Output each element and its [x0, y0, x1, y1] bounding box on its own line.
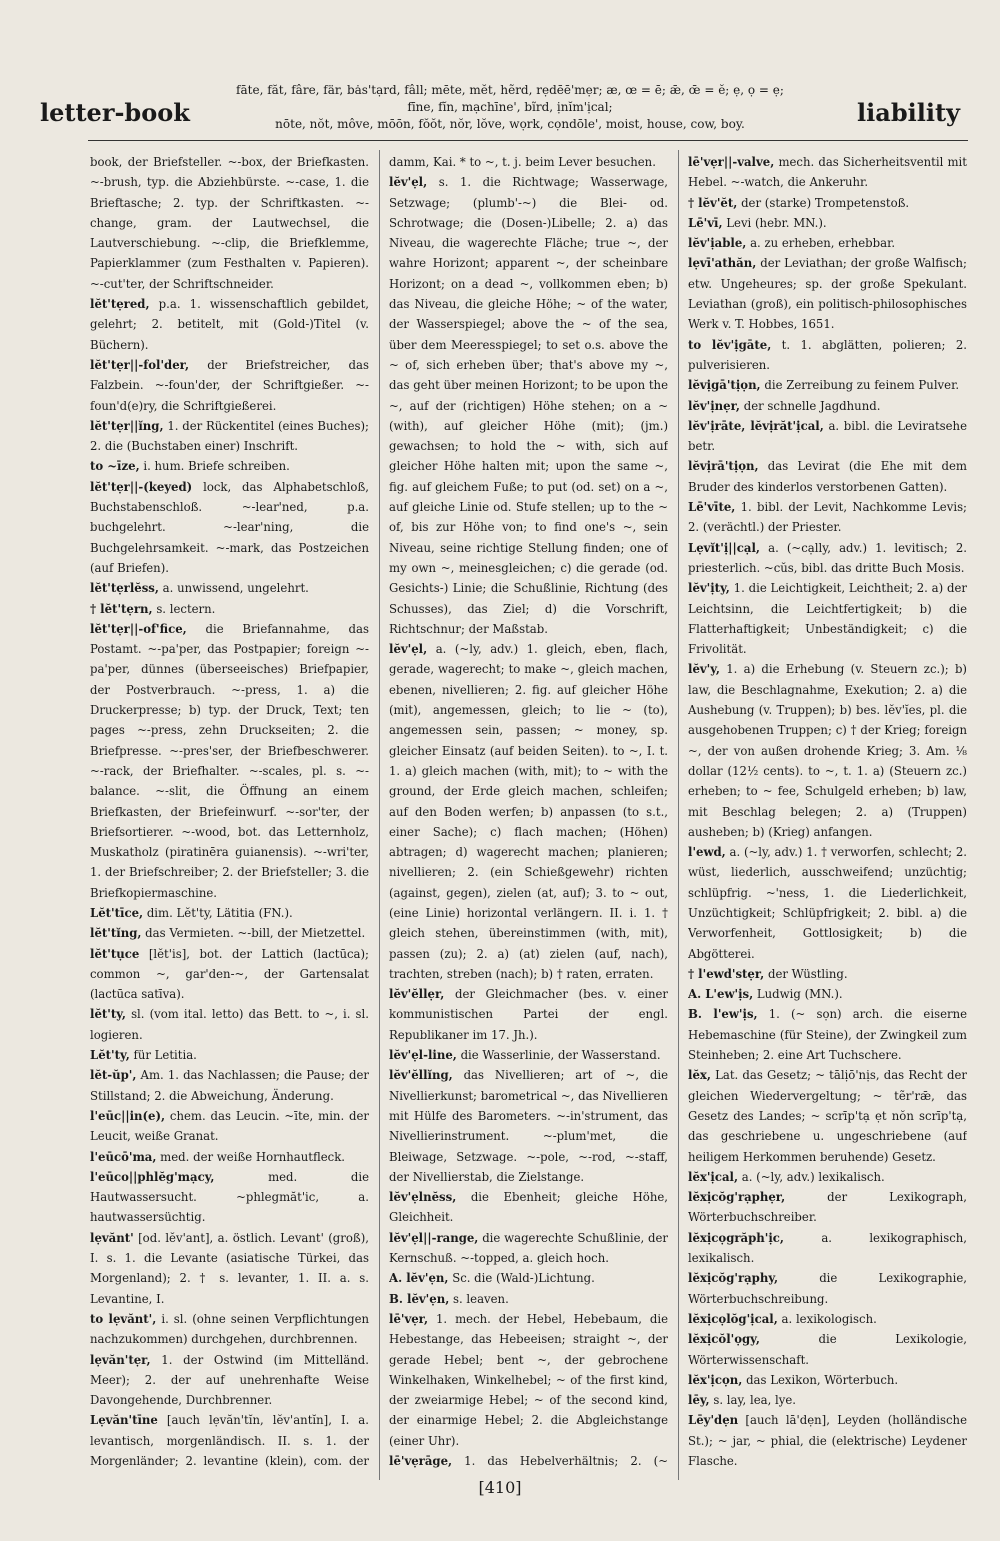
definition-text: Am. 1. das Nachlassen; die Pause; der Stillstand; 2. die Abweichung, Änderung. — [90, 1068, 369, 1103]
dictionary-entry — [90, 456, 369, 476]
headword: Lẹvăn'tīne — [90, 1413, 158, 1428]
dictionary-entry — [90, 1106, 369, 1147]
headword: Lēy'dẹn — [688, 1413, 739, 1428]
dictionary-entry — [688, 1167, 967, 1187]
definition-text: damm, Kai. * to ~, t. j. beim Lever besuchen. — [389, 155, 656, 169]
dictionary-entry — [90, 1350, 369, 1411]
definition-text: das Vermieten. ~-bill, der Mietzettel. — [145, 926, 366, 941]
pronunciation-key-line: nōte, nŏt, môve, mōōn, fŏŏt, nŏr, lŏve, wọrk, cọndōle', moist, house, cow, boy. — [275, 117, 745, 131]
dictionary-entry — [90, 1410, 369, 1472]
headword: lĕt'tĭng, — [90, 926, 142, 941]
definition-text: dim. Lĕt'ty, Lätitia (FN.). — [146, 905, 293, 920]
definition-text: a. (~cạlly, adv.) 1. levitisch; 2. priesterlich. ~cŭs, bibl. das dritte Buch Mosis. — [688, 540, 967, 575]
definition-text: a. lexikologisch. — [781, 1311, 877, 1326]
definition-text: 1. der Ostwind (im Mittelländ. Meer); 2. der auf unehrenhafte Weise Davongehende, Durchbrenner. — [90, 1352, 369, 1408]
definition-text: die Ebenheit; gleiche Höhe, Gleichheit. — [389, 1190, 668, 1225]
headword: lĕxịcŏg'rạphẹr, — [688, 1190, 786, 1205]
dictionary-entry — [389, 1187, 668, 1228]
dictionary-entry — [688, 1410, 967, 1471]
pronunciation-key-line: fīne, fĭn, mạchīne', bĩrd, ịnĭm'ịcal; — [407, 100, 613, 114]
definition-text: das Nivellieren; art of ~, die Nivellierkunst; barometrical ~, das Nivellieren mit Hülfe des Barometers. ~-in'strument, das Nivellierinstrument. ~-plum'met, die Bleiwage, Setzwage. ~-pole, ~-rod, ~-staff, der Nivellierstab, die Zielstange. — [389, 1068, 668, 1184]
definition-text: die Briefannahme, das Postamt. ~-pa'per, das Postpapier; foreign ~-pa'per, dünnes (überseeisches) Briefpapier, der Postverbrauch. ~-press, 1. a) die Druckerpresse; b) typ. der Druck, Text; ten pages ~-press, zehn Druckseiten; 2. die Briefpresse. ~-pres'ser, der Briefbeschwerer. ~-rack, der Briefhalter. ~-scales, pl. s. ~-balance. ~-slit, die Öffnung an einem Briefkasten, der Briefeinwurf. ~-sor'ter, der Briefsortierer. ~-wood, bot. das Letternholz, Muskatholz (piratinēra guianensis). ~-wri'ter, 1. der Briefschreiber; 2. der Briefsteller; 3. die Briefkopiermaschine. — [90, 621, 369, 900]
headword: lĕt'ty, — [90, 1007, 126, 1022]
definition-text: 1. das Hebelverhältnis; 2. (~ — [464, 1454, 668, 1468]
headword: lĕx'ịcọn, — [688, 1372, 743, 1387]
headword: l'eūcō'ma, — [90, 1149, 157, 1164]
headword: Lē'vīte, — [688, 500, 736, 515]
headword: † lĕv'ĕt, — [688, 195, 738, 210]
dictionary-entry — [688, 1268, 967, 1309]
pronunciation-key-line: fāte, făt, fâre, fär, bȧs'tạrd, fâll; mēte, mĕt, hẽrd, rẹdēē'mẹr; æ, œ = ē; ǣ, œ̄ = ĕ; ẹ, ọ = ẹ; — [236, 83, 784, 97]
definition-text: Sc. die (Wald-)Lichtung. — [452, 1271, 595, 1286]
definition-text: die Zerreibung zu feinem Pulver. — [764, 378, 960, 393]
headword: lĕv'ĕllẹr, — [389, 987, 445, 1002]
dictionary-entry — [688, 193, 967, 213]
headword: to lẹvănt', — [90, 1311, 157, 1326]
dictionary-entry — [688, 578, 967, 659]
dictionary-entry — [90, 578, 369, 598]
definition-text: 1. bibl. der Levit, Nachkomme Levis; 2. (verächtl.) der Priester. — [688, 500, 967, 535]
dictionary-entry — [90, 477, 369, 578]
headword: lĕv'y, — [688, 662, 720, 677]
dictionary-entry — [90, 1309, 369, 1350]
dictionary-entry — [90, 1167, 369, 1228]
headword: lĕx, — [688, 1068, 711, 1083]
definition-text: Ludwig (MN.). — [756, 987, 843, 1002]
entry-column-2 — [389, 152, 668, 1472]
definition-text: der Leviathan; der große Walfisch; etw. Ungeheures; sp. der große Spekulant. Leviathan (groß), ein politisch-philosophisches Werk v. T. Hobbes, 1651. — [688, 256, 967, 332]
dictionary-entry — [90, 294, 369, 355]
dictionary-entry — [389, 1309, 668, 1451]
headword: lĕv'ịty, — [688, 581, 730, 596]
header-rule — [88, 140, 968, 141]
dictionary-entry — [90, 903, 369, 923]
headword: lĕt'tẹr||ĭng, — [90, 418, 164, 433]
dictionary-entry — [90, 1147, 369, 1167]
column-divider — [379, 150, 380, 1480]
definition-text: chem. das Leucin. ~īte, min. der Leucit, weiße Granat. — [90, 1108, 369, 1144]
dictionary-entry — [688, 538, 967, 579]
dictionary-entry — [688, 984, 967, 1004]
definition-text: a. zu erheben, erhebbar. — [750, 236, 896, 251]
definition-text: 1. der Rückentitel (eines Buches); 2. die (Buchstaben einer) Inschrift. — [90, 418, 369, 454]
dictionary-entry — [90, 923, 369, 943]
dictionary-entry — [688, 152, 967, 193]
definition-text: die Lexikographie, Wörterbuchschreibung. — [688, 1271, 967, 1306]
dictionary-entry — [688, 497, 967, 538]
definition-text: der Lexikograph, Wörterbuchschreiber. — [688, 1190, 967, 1225]
definition-text: 1. a) die Erhebung (v. Steuern zc.); b) law, die Beschlagnahme, Exekution; 2. a) die Aushebung (v. Truppen); b) bes. lĕv'ĭes, pl. die ausgehobenen Truppen; c) † der Krieg; foreign ~, der von außen drohende Krieg; 3. Am. ⅛ dollar (12½ cents). to ~, t. 1. a) (Steuern zc.) erheben; to ~ fee, Schulgeld erheben; b) law, mit Beschlag belegen; 2. a) (Truppen) ausheben; b) (Krieg) anfangen. — [688, 662, 967, 839]
dictionary-entry — [90, 944, 369, 1005]
headword: lĕv'ĕllĭng, — [389, 1068, 453, 1083]
dictionary-entry — [389, 1451, 668, 1472]
dictionary-entry — [90, 1045, 369, 1065]
definition-text: a. (~ly, adv.) 1. † verworfen, schlecht; 2. wüst, liederlich, ausschweifend; unzüchtig; schlüpfrig. ~'ness, 1. die Liederlichkeit, Unzüchtigkeit; Schlüpfrigkeit; 2. bibl. a) die Verworfenheit, Gottlosigkeit; b) die Abgötterei. — [688, 845, 967, 961]
headword: to ~īze, — [90, 459, 140, 474]
definition-text: das Lexikon, Wörterbuch. — [746, 1372, 899, 1387]
headword: lĕv'ẹl, — [389, 642, 428, 657]
headword: lĕxịcọlŏg'ịcal, — [688, 1311, 778, 1326]
definition-text: der Wüstling. — [767, 966, 848, 981]
headword: lĕxịcọgrăph'ịc, — [688, 1230, 784, 1245]
definition-text: mech. das Sicherheitsventil mit Hebel. ~-watch, die Ankeruhr. — [688, 155, 967, 190]
dictionary-entry — [90, 416, 369, 457]
entry-column-3 — [688, 152, 967, 1472]
definition-text: [od. lĕv'ant], a. östlich. Levant' (groß), I. s. 1. die Levante (asiatische Türkei, das Morgenland); 2. † s. levanter, 1. II. a. s. Levantine, I. — [90, 1230, 369, 1306]
definition-text: [auch lā'dẹn], Leyden (holländische St.); ~ jar, ~ phial, die (elektrische) Leydener Flasche. — [688, 1413, 967, 1468]
headword: lĕt'tẹred, — [90, 297, 150, 312]
definition-text: 1. (~ sọn) arch. die eiserne Hebemaschine (für Steine), der Zwingkeil zum Steinheben; 2. eine Art Tuchschere. — [688, 1007, 967, 1063]
dictionary-entry — [688, 1309, 967, 1329]
definition-text: das Levirat (die Ehe mit dem Bruder des kinderlos verstorbenen Gatten). — [688, 459, 967, 494]
headword: † l'ewd'stẹr, — [688, 966, 765, 981]
dictionary-entry — [688, 659, 967, 842]
dictionary-entry — [389, 152, 668, 172]
definition-text: a. unwissend, ungelehrt. — [162, 581, 309, 596]
dictionary-entry — [688, 416, 967, 457]
dictionary-entry — [688, 233, 967, 253]
headword: lĕt'tụce — [90, 946, 140, 961]
headword: lē'vẹrāge, — [389, 1454, 453, 1468]
dictionary-entry — [389, 639, 668, 984]
dictionary-entry — [688, 1329, 967, 1370]
definition-text: [lĕt'is], bot. der Lattich (lactūca); common ~, gar'den-~, der Gartensalat (lactūca satīva). — [90, 946, 369, 1002]
headword: lĕv'ịable, — [688, 236, 747, 251]
dictionary-entry — [688, 335, 967, 376]
dictionary-entry — [688, 213, 967, 233]
dictionary-entry — [90, 619, 369, 903]
headword: Lĕt'tīce, — [90, 905, 144, 920]
definition-text: 1. die Leichtigkeit, Leichtheit; 2. a) der Leichtsinn, die Leichtfertigkeit; b) die Flatterhaftigkeit; Unbeständigkeit; c) die Frivolität. — [688, 581, 967, 657]
definition-text: i. sl. (ohne seinen Verpflichtungen nachzukommen) durchgehen, durchbrennen. — [90, 1311, 369, 1347]
dictionary-entry — [688, 1065, 967, 1166]
definition-text: [auch lẹvăn'tĭn, lĕv'antĭn], I. a. levantisch, morgenländisch. II. s. 1. der Morgenländer; 2. levantine (klein), com. der — [90, 1413, 369, 1468]
headword: lĕt-ŭp', — [90, 1068, 137, 1083]
dictionary-entry — [389, 1289, 668, 1309]
definition-text: med. der weiße Hornhautfleck. — [160, 1149, 345, 1164]
headword: lĕv'ẹl||-range, — [389, 1230, 479, 1245]
headword: Lẹvĭt'ị||cạl, — [688, 540, 761, 555]
definition-text: die wagerechte Schußlinie, der Kernschuß. ~-topped, a. gleich hoch. — [389, 1230, 668, 1266]
dictionary-entry — [688, 1228, 967, 1269]
headword: A. lĕv'ẹn, — [389, 1271, 449, 1286]
definition-text: a. (~ly, adv.) lexikalisch. — [741, 1169, 885, 1184]
definition-text: der schnelle Jagdhund. — [743, 398, 881, 413]
definition-text: s. lectern. — [156, 601, 216, 616]
headword: Lē'vī, — [688, 215, 723, 230]
definition-text: der Briefstreicher, das Falzbein. ~-foun'der, der Schriftgießer. ~-foun'd(e)ry, die Schriftgießerei. — [90, 357, 369, 413]
definition-text: a. (~ly, adv.) 1. gleich, eben, flach, gerade, wagerecht; to make ~, gleich machen, ebenen, nivellieren; 2. fig. auf gleicher Höhe (mit), angemessen, gleich; to lie ~ (to), angemessen sein, passen; ~ money, sp. gleicher Einsatz (auf beiden Seiten). to ~, I. t. 1. a) gleich machen (with, mit); to ~ with the ground, der Erde gleich machen, schleifen; auf den Boden werfen; b) anpassen (to s.t., einer Sache); c) flach machen; (Höhen) abtragen; d) wagerecht machen; planieren; nivellieren; 2. (ein Schießgewehr) richten (against, gegen), zielen (at, auf); 3. to ~ out, (eine Linie) horizontal verlängern. II. i. 1. † gleich stehen, übereinstimmen (with, mit), passen (zu); 2. a) (at) zielen (auf, nach), trachten, streben (nach); b) † raten, erraten. — [389, 642, 668, 981]
headword: lĕt'tẹr||-(keyed) — [90, 479, 193, 494]
dictionary-entry — [688, 456, 967, 497]
headword: lē'vẹr||-valve, — [688, 155, 775, 169]
definition-text: die Wasserlinie, der Wasserstand. — [460, 1048, 661, 1063]
headword: lĕvịgā'tịọn, — [688, 378, 761, 393]
headword: l'eūco||phlĕg'mạcy, — [90, 1169, 215, 1184]
headword: † lĕt'tẹrn, — [90, 601, 153, 616]
right-guide-word: liability — [857, 98, 960, 127]
dictionary-entry — [389, 984, 668, 1045]
headword: A. L'ew'ịs, — [688, 987, 754, 1002]
dictionary-entry — [688, 396, 967, 416]
definition-text: s. leaven. — [452, 1291, 509, 1306]
dictionary-entry — [688, 964, 967, 984]
definition-text: der Gleichmacher (bes. v. einer kommunistischen Partei der engl. Republikaner im 17. Jh.). — [389, 987, 668, 1042]
entry-column-1 — [90, 152, 369, 1472]
dictionary-entry — [688, 1370, 967, 1390]
headword: lĕxịcŏl'ọgy, — [688, 1332, 760, 1347]
dictionary-entry — [688, 1471, 967, 1472]
dictionary-entry — [389, 172, 668, 639]
definition-text: a. lexikographisch, lexikalisch. — [688, 1230, 967, 1266]
headword: lĕv'ẹl, — [389, 175, 428, 190]
definition-text: die Lexikologie, Wörterwissenschaft. — [688, 1332, 967, 1367]
dictionary-entry — [389, 1268, 668, 1288]
definition-text: sl. (vom ital. letto) das Bett. to ~, i. sl. logieren. — [90, 1007, 369, 1042]
headword: lĕx'ịcal, — [688, 1169, 739, 1184]
dictionary-entry — [90, 1065, 369, 1106]
column-divider — [678, 150, 679, 1480]
dictionary-entry — [389, 1065, 668, 1187]
headword: lĕv'ịnẹr, — [688, 398, 740, 413]
headword: lẹvănt' — [90, 1230, 134, 1245]
headword: lẹvī'athăn, — [688, 256, 757, 271]
dictionary-entry — [90, 1004, 369, 1045]
dictionary-entry — [90, 599, 369, 619]
headword: B. lĕv'ẹn, — [389, 1291, 450, 1306]
definition-text: med. die Hautwassersucht. ~phlegmăt'ic, a. hautwassersüchtig. — [90, 1169, 369, 1225]
headword: lĕxịcŏg'rạphy, — [688, 1271, 779, 1286]
headword: Lĕt'ty, — [90, 1048, 130, 1063]
headword: l'eūc||in(e), — [90, 1108, 166, 1123]
definition-text: für Letitia. — [133, 1048, 197, 1063]
definition-text: book, der Briefsteller. ~-box, der Briefkasten. ~-brush, typ. die Abziehbürste. ~-case, 1. die Brieftasche; 2. typ. der Schriftkasten. ~-change, gram. der Lautwechsel, die Lautverschiebung. ~-clip, die Briefklemme, Papierklammer (zum Festhalten v. Papieren). ~-cut'ter, der Schriftschneider. — [90, 155, 369, 291]
pronunciation-key — [220, 82, 800, 133]
headword: B. l'ew'ịs, — [688, 1007, 758, 1022]
dictionary-entry — [688, 1390, 967, 1410]
definition-text: a. bibl. die Leviratsehe betr. — [688, 418, 967, 454]
dictionary-entry — [688, 842, 967, 964]
definition-text: lock, das Alphabetschloß, Buchstabenschloß. ~-lear'ned, p.a. buchgelehrt. ~-lear'ning, die Buchgelehrsamkeit. ~-mark, das Postzeichen (auf Briefen). — [90, 479, 369, 575]
headword: lĕv'ịrāte, lĕvịrăt'ịcal, — [688, 418, 824, 433]
dictionary-entry — [90, 1228, 369, 1309]
definition-text: s. lay, lea, lye. — [713, 1393, 796, 1408]
page-number: [410] — [478, 1478, 522, 1497]
definition-text: Levi (hebr. MN.). — [726, 215, 827, 230]
dictionary-entry — [688, 1187, 967, 1228]
left-guide-word: letter-book — [40, 98, 190, 127]
dictionary-entry — [688, 1004, 967, 1065]
dictionary-entry — [389, 1228, 668, 1269]
definition-text: t. 1. abglätten, polieren; 2. pulverisieren. — [688, 337, 967, 372]
definition-text: Lat. das Gesetz; ~ tālịō'nịs, das Recht der gleichen Wiedervergeltung; ~ tẽr'rǣ, das Gesetz des Landes; ~ scrīp'tạ ẹt nŏn scrīp'tạ, das geschriebene u. ungeschriebene (auf heiligem Herkommen beruhende) Gesetz. — [688, 1068, 967, 1164]
headword: lĕt'tẹrlĕss, — [90, 581, 159, 596]
headword: lĕt'tẹr||-of'fice, — [90, 621, 187, 636]
headword: lĕv'ẹl-line, — [389, 1048, 457, 1063]
dictionary-entry — [688, 253, 967, 334]
definition-text: s. 1. die Richtwage; Wasserwage, Setzwage; (plumb'-~) die Blei- od. Schrotwage; die (Dosen-)Libelle; 2. a) das Niveau, die wagerechte Fläche; true ~, der wahre Horizont; apparent ~, der scheinbare Horizont; on a dead ~, vollkommen eben; b) das Niveau, die gleiche Höhe; ~ of the water, der Wasserspiegel; above the ~ of the sea, über dem Meeresspiegel; to set o.s. above the ~ of, sich erheben über; that's above my ~, das geht über meinen Horizont; to be upon the ~, auf der (richtigen) Höhe stehen; on a ~ (with), auf gleicher Höhe (mit); (jm.) gewachsen; to hold the ~ with, sich auf gleicher Höhe halten mit; upon the same ~, fig. auf gleichem Fuße; to put (od. set) on a ~, auf gleiche Linie od. Stufe stellen; up to the ~ of, bis zur Höhe von; to find one's ~, sein Niveau, seine richtige Stellung finden; one of my own ~, meinesgleichen; c) die gerade (od. Gesichts-) Linie; die Schußlinie, Richtung (des Schusses), das Ziel; d) die Vorschrift, Richtschnur; der Maßstab. — [389, 175, 668, 636]
dictionary-entry — [90, 152, 369, 294]
headword: lĕv'ẹlnĕss, — [389, 1190, 457, 1205]
dictionary-entry — [90, 355, 369, 416]
headword: lĕt'tẹr||-fol'der, — [90, 357, 190, 372]
definition-text: der (starke) Trompetenstoß. — [741, 195, 910, 210]
definition-text: 1. mech. der Hebel, Hebebaum, die Hebestange, das Hebeeisen; straight ~, der gerade Hebel; bent ~, der gebrochene Winkelhaken, Winkelhebel; ~ of the first kind, der zweiarmige Hebel; ~ of the second kind, der einarmige Hebel; 2. die Abgleichstange (einer Uhr). — [389, 1311, 668, 1448]
definition-text: i. hum. Briefe schreiben. — [143, 459, 290, 474]
dictionary-entry — [389, 1045, 668, 1065]
headword: lĕvịrā'tịọn, — [688, 459, 759, 474]
headword: lẹvăn'tẹr, — [90, 1352, 151, 1367]
headword: lēy, — [688, 1393, 710, 1408]
headword: lē'vẹr, — [389, 1311, 429, 1326]
headword: l'ewd, — [688, 845, 726, 860]
headword: to lĕv'ịgāte, — [688, 337, 772, 352]
definition-text: p.a. 1. wissenschaftlich gebildet, gelehrt; 2. betitelt, mit (Gold-)Titel (v. Büchern). — [90, 297, 369, 352]
dictionary-entry — [688, 375, 967, 395]
